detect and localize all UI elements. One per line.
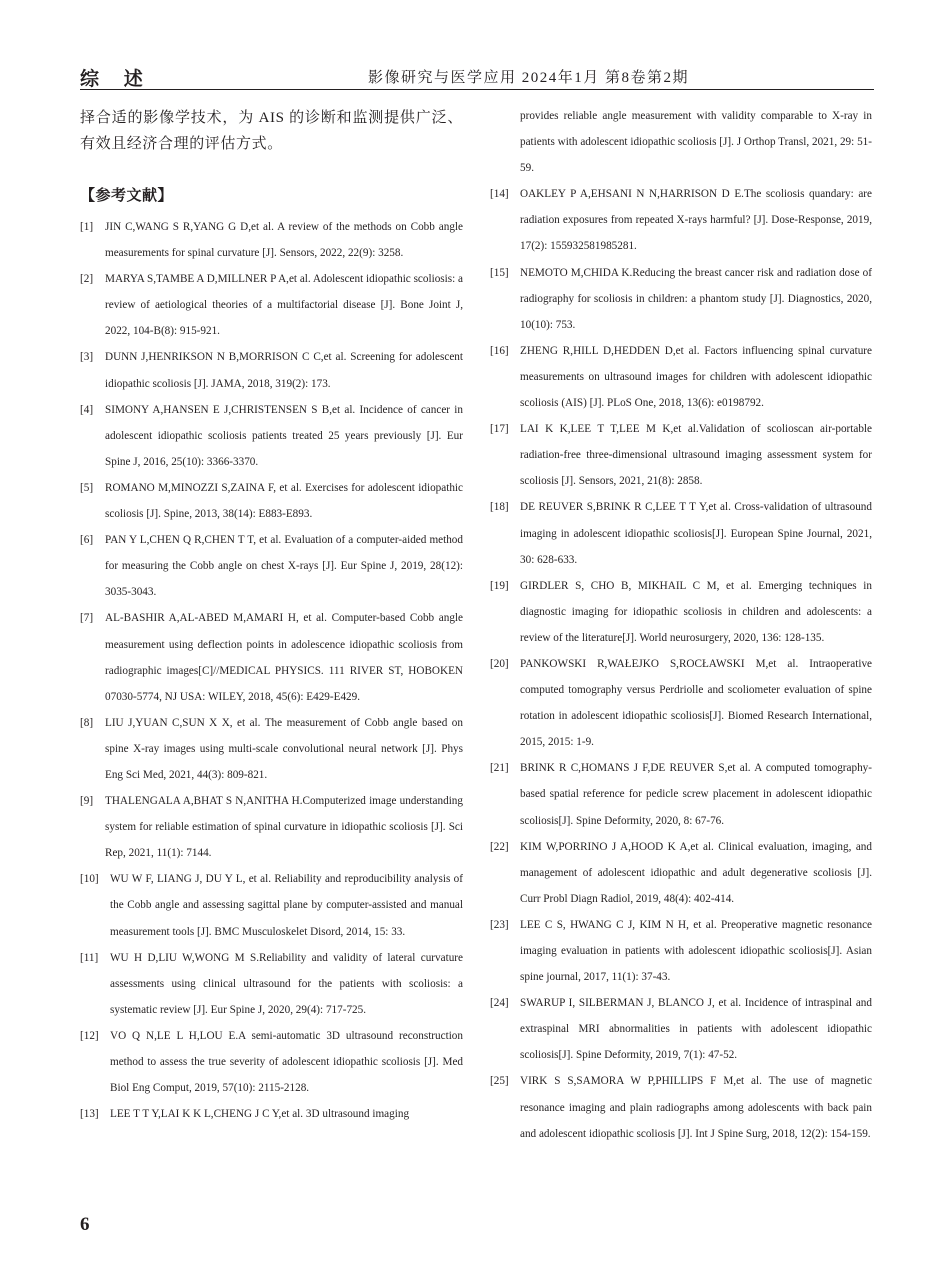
reference-number: [20]	[490, 657, 509, 670]
reference-number: [7]	[80, 612, 94, 625]
references-heading: 【参考文献】	[80, 188, 174, 204]
reference-number: [10]	[80, 873, 99, 886]
right-column	[490, 103, 872, 1147]
reference-number: [11]	[80, 951, 99, 964]
reference-text: BRINK R C,HOMANS J F,DE REUVER S,et al. A computed tomography-based spatial reference for pedicle screw placement in adolescent idiopathic scoliosis[J]. Spine Deformity, 2020, 8: 67-76.	[520, 762, 872, 827]
reference-number: [19]	[490, 579, 509, 592]
reference-number: [24]	[490, 997, 509, 1010]
reference-item	[80, 475, 463, 527]
reference-item	[490, 990, 872, 1068]
reference-number: [18]	[490, 501, 509, 514]
reference-list-right	[490, 181, 872, 1146]
reference-text: LEE T T Y,LAI K K L,CHENG J C Y,et al. 3D ultrasound imaging	[110, 1108, 410, 1121]
reference-item	[490, 1068, 872, 1146]
reference-number: [23]	[490, 918, 509, 931]
running-header	[80, 64, 874, 90]
header-rule	[80, 89, 874, 90]
reference-text: THALENGALA A,BHAT S N,ANITHA H.Computerized image understanding system for reliable estimation of spinal curvature in idiopathic scoliosis [J]. Sci Rep, 2021, 11(1): 7144.	[105, 795, 463, 860]
page-number: 6	[80, 1214, 90, 1235]
reference-text: KIM W,PORRINO J A,HOOD K A,et al. Clinical evaluation, imaging, and management of adolescent idiopathic and adult degenerative scoliosis [J]. Curr Probl Diagn Radiol, 2019, 48(4): 402-414.	[520, 840, 872, 905]
journal-info: 影像研究与医学应用 2024年1月 第8卷第2期	[368, 70, 690, 86]
reference-item	[490, 755, 872, 833]
reference-text: OAKLEY P A,EHSANI N N,HARRISON D E.The scoliosis quandary: are radiation exposures from repeated X-rays harmful? [J]. Dose-Response, 2019, 17(2): 155932581985281.	[520, 188, 872, 253]
reference-number: [22]	[490, 840, 509, 853]
reference-item	[80, 266, 463, 344]
reference-continuation: provides reliable angle measurement with validity comparable to X-ray in patients with adolescent idiopathic scoliosis [J]. J Orthop Transl, 2021, 29: 51-59.	[520, 110, 872, 175]
reference-item	[80, 344, 463, 396]
reference-text: LAI K K,LEE T T,LEE M K,et al.Validation of scolioscan air-portable radiation-free three-dimensional ultrasound imaging assessment system for scoliosis [J]. Sensors, 2021, 21(8): 2858.	[520, 423, 872, 488]
left-column	[80, 103, 463, 1127]
reference-number: [25]	[490, 1075, 509, 1088]
reference-text: PAN Y L,CHEN Q R,CHEN T T, et al. Evaluation of a computer-aided method for measuring the Cobb angle on chest X-rays [J]. Eur Spine J, 2019, 28(12): 3035-3043.	[105, 534, 463, 599]
reference-text: DUNN J,HENRIKSON N B,MORRISON C C,et al. Screening for adolescent idiopathic scoliosis [J]. JAMA, 2018, 319(2): 173.	[105, 351, 463, 390]
reference-text: SWARUP I, SILBERMAN J, BLANCO J, et al. Incidence of intraspinal and extraspinal MRI abnormalities in patients with adolescent idiopathic scoliosis[J]. Spine Deformity, 2019, 7(1): 47-52.	[520, 997, 872, 1062]
reference-item	[80, 1101, 463, 1127]
reference-item	[490, 338, 872, 416]
reference-number: [21]	[490, 762, 509, 775]
reference-text: AL-BASHIR A,AL-ABED M,AMARI H, et al. Computer-based Cobb angle measurement using deflection points in adolescence idiopathic scoliosis from radiographic images[C]//MEDICAL PHYSICS. 111 RIVER ST, HOBOKEN 07030-5774, NJ USA: WILEY, 2018, 45(6): E429-E429.	[105, 612, 463, 703]
reference-text: SIMONY A,HANSEN E J,CHRISTENSEN S B,et al. Incidence of cancer in adolescent idiopathic scoliosis patients treated 25 years previously [J]. Eur Spine J, 2016, 25(10): 3366-3370.	[105, 403, 463, 468]
reference-text: LIU J,YUAN C,SUN X X, et al. The measurement of Cobb angle based on spine X-ray images using multi-scale convolutional neural network [J]. Phys Eng Sci Med, 2021, 44(3): 809-821.	[105, 716, 463, 781]
reference-number: [3]	[80, 351, 94, 364]
reference-number: [2]	[80, 273, 94, 286]
reference-number: [12]	[80, 1029, 99, 1042]
reference-text: ZHENG R,HILL D,HEDDEN D,et al. Factors influencing spinal curvature measurements on ultrasound images for children with adolescent idiopathic scoliosis (AIS) [J]. PLoS One, 2018, 13(6): e0198792.	[520, 344, 872, 410]
reference-item	[80, 710, 463, 788]
reference-item	[490, 181, 872, 259]
reference-number: [8]	[80, 716, 94, 729]
reference-number: [1]	[80, 221, 94, 233]
reference-item	[80, 1023, 463, 1101]
intro-paragraph: 择合适的影像学技术，为 AIS 的诊断和监测提供广泛、有效且经济合理的评估方式。	[80, 110, 463, 152]
reference-text: LEE C S, HWANG C J, KIM N H, et al. Preoperative magnetic resonance imaging evaluation in patients with adolescent idiopathic scoliosis[J]. Asian spine journal, 2017, 11(1): 37-43.	[520, 918, 872, 984]
reference-number: [17]	[490, 423, 509, 436]
reference-number: [5]	[80, 481, 94, 494]
reference-item	[490, 494, 872, 572]
reference-item	[490, 416, 872, 494]
reference-item	[80, 788, 463, 866]
reference-number: [14]	[490, 188, 509, 201]
reference-number: [16]	[490, 344, 509, 357]
reference-text: PANKOWSKI R,WAŁEJKO S,ROCŁAWSKI M,et al. Intraoperative computed tomography versus Perdriolle and scoliometer evaluation of spine rotation in adolescent idiopathic scoliosis[J]. Biomed Research International, 2015, 2015: 1-9.	[520, 657, 872, 749]
reference-text: GIRDLER S, CHO B, MIKHAIL C M, et al. Emerging techniques in diagnostic imaging for idiopathic scoliosis in children and adolescents: a review of the literature[J]. World neurosurgery, 2020, 136: 128-135.	[520, 579, 872, 644]
section-label: 综 述	[80, 69, 153, 90]
reference-text: DE REUVER S,BRINK R C,LEE T T Y,et al. Cross-validation of ultrasound imaging in adolescent idiopathic scoliosis[J]. European Spine Journal, 2021, 30: 628-633.	[520, 501, 872, 566]
reference-text: NEMOTO M,CHIDA K.Reducing the breast cancer risk and radiation dose of radiography for scoliosis in children: a phantom study [J]. Diagnostics, 2020, 10(10): 753.	[520, 266, 872, 331]
reference-item	[80, 214, 463, 266]
reference-item	[490, 573, 872, 651]
reference-text: ROMANO M,MINOZZI S,ZAINA F, et al. Exercises for adolescent idiopathic scoliosis [J]. Spine, 2013, 38(14): E883-E893.	[105, 481, 463, 521]
reference-item	[490, 651, 872, 755]
reference-text: JIN C,WANG S R,YANG G D,et al. A review of the methods on Cobb angle measurements for spinal curvature [J]. Sensors, 2022, 22(9): 3258.	[105, 221, 463, 260]
reference-text: VIRK S S,SAMORA W P,PHILLIPS F M,et al. The use of magnetic resonance imaging and plain radiographs among adolescents with back pain and adolescent idiopathic scoliosis [J]. Int J Spine Surg, 2018, 12(2): 154-159.	[520, 1075, 872, 1140]
reference-item	[80, 397, 463, 475]
reference-item	[490, 834, 872, 912]
reference-list-left	[80, 214, 463, 1127]
reference-item	[80, 866, 463, 944]
reference-text: VO Q N,LE L H,LOU E.A semi-automatic 3D ultrasound reconstruction method to assess the true severity of adolescent idiopathic scoliosis [J]. Med Biol Eng Comput, 2019, 57(10): 2115-2128.	[110, 1029, 463, 1095]
reference-text: MARYA S,TAMBE A D,MILLNER P A,et al. Adolescent idiopathic scoliosis: a review of aetiological theories of a multifactorial disease [J]. Bone Joint J, 2022, 104-B(8): 915-921.	[105, 273, 463, 338]
reference-item	[80, 527, 463, 605]
reference-item	[80, 945, 463, 1023]
reference-item	[490, 260, 872, 338]
reference-text: WU H D,LIU W,WONG M S.Reliability and validity of lateral curvature assessments using clinical ultrasound for the patients with scoliosis: a systematic review [J]. Eur Spine J, 2020, 29(4): 717-725.	[110, 951, 463, 1016]
reference-number: [15]	[490, 266, 509, 279]
reference-number: [6]	[80, 534, 94, 547]
reference-number: [4]	[80, 403, 94, 416]
reference-number: [9]	[80, 795, 94, 808]
reference-item	[490, 912, 872, 990]
reference-text: WU W F, LIANG J, DU Y L, et al. Reliability and reproducibility analysis of the Cobb angle and assessing sagittal plane by computer-assisted and manual measurement tools [J]. BMC Musculoskelet Disord, 2014, 15: 33.	[110, 873, 463, 938]
reference-item	[80, 605, 463, 709]
reference-number: [13]	[80, 1108, 99, 1121]
